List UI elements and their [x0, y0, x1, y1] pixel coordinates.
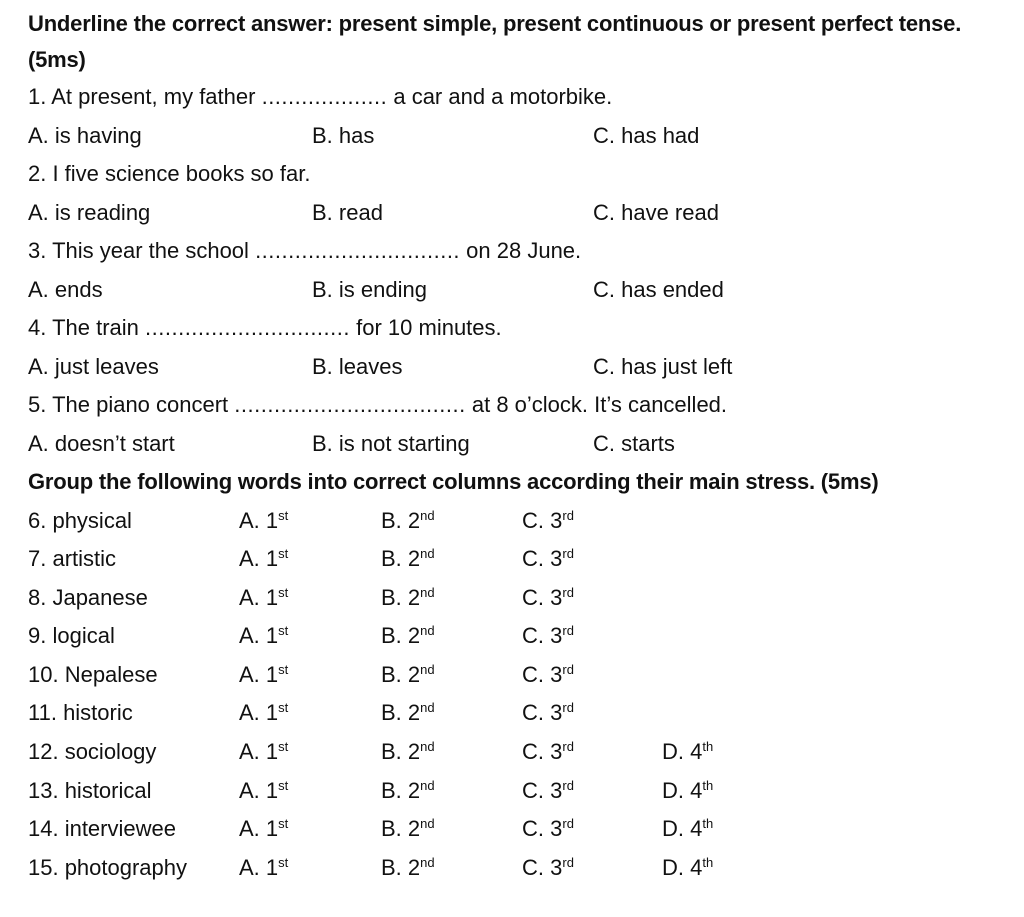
- question-text-after: on 28 June.: [466, 238, 582, 263]
- answer-blank: ...................................: [234, 392, 466, 417]
- stress-option-label: C. 3: [522, 739, 563, 765]
- option-row: [28, 425, 1008, 464]
- answer-blank: ...............................: [145, 315, 350, 340]
- stress-option-label: C. 3: [522, 507, 563, 533]
- stress-option-label: A. 1: [239, 777, 279, 803]
- option-c[interactable]: C. have read: [593, 199, 719, 225]
- stress-option-b[interactable]: [381, 540, 435, 579]
- stress-option-c[interactable]: [522, 810, 574, 849]
- stress-option-label: D. 4: [662, 854, 703, 880]
- ordinal-suffix: rd: [562, 584, 574, 600]
- ordinal-suffix: st: [278, 816, 289, 832]
- answer-blank: ...................: [261, 84, 388, 109]
- stress-option-a[interactable]: [239, 502, 288, 541]
- stress-option-label: A. 1: [239, 700, 279, 726]
- stress-option-label: B. 2: [381, 623, 421, 649]
- stress-option-label: B. 2: [381, 700, 421, 726]
- stress-option-label: B. 2: [381, 507, 421, 533]
- stress-option-c[interactable]: [522, 772, 574, 811]
- stress-option-label: B. 2: [381, 777, 421, 803]
- stress-option-c[interactable]: [522, 540, 574, 579]
- stress-option-label: D. 4: [662, 777, 703, 803]
- question-stem: [28, 78, 1008, 117]
- stress-row: [28, 502, 1008, 541]
- stress-option-label: A. 1: [239, 854, 279, 880]
- stress-option-c[interactable]: [522, 656, 574, 695]
- question-text-before: 2. I five science books so far.: [28, 161, 311, 186]
- answer-blank: ...............................: [255, 238, 461, 263]
- stress-row: [28, 694, 1008, 733]
- stress-row: [28, 810, 1008, 849]
- stress-option-a[interactable]: [239, 540, 288, 579]
- ordinal-suffix: rd: [562, 777, 574, 793]
- stress-option-c[interactable]: [522, 617, 574, 656]
- stress-option-label: A. 1: [239, 739, 279, 765]
- option-row: [28, 271, 1008, 310]
- stress-word: 14. interviewee: [28, 816, 176, 842]
- ordinal-suffix: rd: [562, 507, 574, 523]
- ordinal-suffix: st: [278, 623, 289, 639]
- ordinal-suffix: rd: [562, 816, 574, 832]
- question-text-after: at 8 o’clock. It’s cancelled.: [471, 392, 728, 417]
- ordinal-suffix: rd: [562, 546, 574, 562]
- question-text-after: for 10 minutes.: [356, 315, 502, 340]
- stress-word: 8. Japanese: [28, 584, 148, 610]
- ordinal-suffix: nd: [420, 700, 435, 716]
- stress-option-a[interactable]: [239, 733, 288, 772]
- question-text-before: 3. This year the school: [28, 238, 249, 263]
- option-a[interactable]: A. ends: [28, 276, 103, 302]
- question-stem: [28, 155, 1008, 194]
- option-c[interactable]: C. has ended: [593, 276, 724, 302]
- ordinal-suffix: rd: [562, 661, 574, 677]
- stress-option-c[interactable]: [522, 694, 574, 733]
- stress-option-label: C. 3: [522, 854, 563, 880]
- stress-option-label: A. 1: [239, 546, 279, 572]
- section2-rows: [28, 502, 1008, 888]
- ordinal-suffix: nd: [420, 661, 435, 677]
- option-b[interactable]: B. is ending: [312, 276, 427, 302]
- stress-word: 6. physical: [28, 507, 132, 533]
- option-c[interactable]: C. has just left: [593, 353, 733, 379]
- stress-option-label: A. 1: [239, 661, 279, 687]
- stress-option-label: A. 1: [239, 623, 279, 649]
- stress-option-label: C. 3: [522, 777, 563, 803]
- stress-option-label: C. 3: [522, 584, 563, 610]
- stress-row: [28, 617, 1008, 656]
- ordinal-suffix: nd: [420, 507, 435, 523]
- stress-option-label: D. 4: [662, 816, 703, 842]
- stress-option-d[interactable]: [662, 772, 713, 811]
- stress-option-label: A. 1: [239, 584, 279, 610]
- ordinal-suffix: st: [278, 854, 289, 870]
- stress-word: 11. historic: [28, 700, 133, 726]
- option-c[interactable]: C. has had: [593, 122, 700, 148]
- ordinal-suffix: nd: [420, 546, 435, 562]
- worksheet: [28, 6, 1008, 887]
- stress-option-c[interactable]: [522, 502, 574, 541]
- ordinal-suffix: st: [278, 700, 289, 716]
- stress-option-a[interactable]: [239, 656, 288, 695]
- stress-option-b[interactable]: [381, 772, 435, 811]
- option-a[interactable]: A. doesn’t start: [28, 430, 175, 456]
- stress-option-label: B. 2: [381, 661, 421, 687]
- stress-option-b[interactable]: [381, 694, 435, 733]
- stress-option-b[interactable]: [381, 656, 435, 695]
- option-a[interactable]: A. is having: [28, 122, 142, 148]
- option-a[interactable]: A. is reading: [28, 199, 151, 225]
- ordinal-suffix: rd: [562, 700, 574, 716]
- question-stem: [28, 386, 1008, 425]
- stress-word: 12. sociology: [28, 739, 157, 765]
- question-text-before: 5. The piano concert: [28, 392, 229, 417]
- ordinal-suffix: th: [702, 854, 714, 870]
- ordinal-suffix: th: [702, 739, 714, 755]
- section1-instruction-block: [28, 6, 1003, 78]
- stress-option-a[interactable]: [239, 849, 288, 888]
- stress-option-label: C. 3: [522, 546, 563, 572]
- option-a[interactable]: A. just leaves: [28, 353, 159, 379]
- section1-questions: [28, 78, 1008, 463]
- stress-option-c[interactable]: [522, 849, 574, 888]
- option-b[interactable]: B. read: [312, 199, 383, 225]
- stress-option-a[interactable]: [239, 579, 288, 618]
- ordinal-suffix: th: [702, 777, 714, 793]
- stress-option-label: C. 3: [522, 661, 563, 687]
- stress-option-label: B. 2: [381, 546, 421, 572]
- stress-option-a[interactable]: [239, 810, 288, 849]
- stress-option-a[interactable]: [239, 617, 288, 656]
- stress-option-label: B. 2: [381, 739, 421, 765]
- ordinal-suffix: nd: [420, 816, 435, 832]
- question-text-before: 1. At present, my father: [28, 84, 256, 109]
- stress-option-label: B. 2: [381, 854, 421, 880]
- option-b[interactable]: B. has: [312, 122, 375, 148]
- stress-option-b[interactable]: [381, 733, 435, 772]
- ordinal-suffix: th: [702, 816, 714, 832]
- question-text-before: 4. The train: [28, 315, 139, 340]
- stress-option-d[interactable]: [662, 849, 713, 888]
- stress-option-c[interactable]: [522, 733, 574, 772]
- stress-row: [28, 849, 1008, 888]
- stress-option-b[interactable]: [381, 617, 435, 656]
- stress-option-a[interactable]: [239, 694, 288, 733]
- question-stem: [28, 232, 1008, 271]
- ordinal-suffix: nd: [420, 854, 435, 870]
- stress-option-label: B. 2: [381, 584, 421, 610]
- stress-word: 9. logical: [28, 623, 115, 649]
- stress-option-b[interactable]: [381, 849, 435, 888]
- ordinal-suffix: st: [278, 739, 289, 755]
- stress-row: [28, 540, 1008, 579]
- option-b[interactable]: B. is not starting: [312, 430, 470, 456]
- ordinal-suffix: nd: [420, 777, 435, 793]
- ordinal-suffix: st: [278, 546, 289, 562]
- stress-option-d[interactable]: [662, 733, 713, 772]
- ordinal-suffix: st: [278, 661, 289, 677]
- stress-option-label: B. 2: [381, 816, 421, 842]
- ordinal-suffix: nd: [420, 623, 435, 639]
- ordinal-suffix: st: [278, 507, 289, 523]
- question-text-after: a car and a motorbike.: [393, 84, 613, 109]
- stress-option-b[interactable]: [381, 579, 435, 618]
- option-row: [28, 117, 1008, 156]
- stress-word: 13. historical: [28, 777, 152, 803]
- ordinal-suffix: rd: [562, 739, 574, 755]
- stress-word: 15. photography: [28, 854, 188, 880]
- stress-option-b[interactable]: [381, 810, 435, 849]
- stress-row: [28, 733, 1008, 772]
- ordinal-suffix: nd: [420, 739, 435, 755]
- stress-option-b[interactable]: [381, 502, 435, 541]
- ordinal-suffix: rd: [562, 854, 574, 870]
- ordinal-suffix: rd: [562, 623, 574, 639]
- stress-row: [28, 656, 1008, 695]
- stress-option-label: C. 3: [522, 700, 563, 726]
- ordinal-suffix: st: [278, 584, 289, 600]
- option-b[interactable]: B. leaves: [312, 353, 403, 379]
- section2-instruction: Group the following words into correct columns according their main stress. (5ms): [28, 469, 879, 494]
- option-row: [28, 194, 1008, 233]
- section1-instruction: Underline the correct answer: present simple, present continuous or present perfect tense. (5ms): [28, 11, 962, 72]
- ordinal-suffix: nd: [420, 584, 435, 600]
- stress-option-d[interactable]: [662, 810, 713, 849]
- ordinal-suffix: st: [278, 777, 289, 793]
- option-c[interactable]: C. starts: [593, 430, 675, 456]
- question-stem: [28, 309, 1008, 348]
- option-row: [28, 348, 1008, 387]
- stress-option-label: A. 1: [239, 816, 279, 842]
- stress-word: 10. Nepalese: [28, 661, 158, 687]
- stress-option-a[interactable]: [239, 772, 288, 811]
- stress-option-c[interactable]: [522, 579, 574, 618]
- stress-row: [28, 772, 1008, 811]
- stress-option-label: C. 3: [522, 816, 563, 842]
- stress-option-label: C. 3: [522, 623, 563, 649]
- stress-row: [28, 579, 1008, 618]
- stress-word: 7. artistic: [28, 546, 117, 572]
- stress-option-label: A. 1: [239, 507, 279, 533]
- stress-option-label: D. 4: [662, 739, 703, 765]
